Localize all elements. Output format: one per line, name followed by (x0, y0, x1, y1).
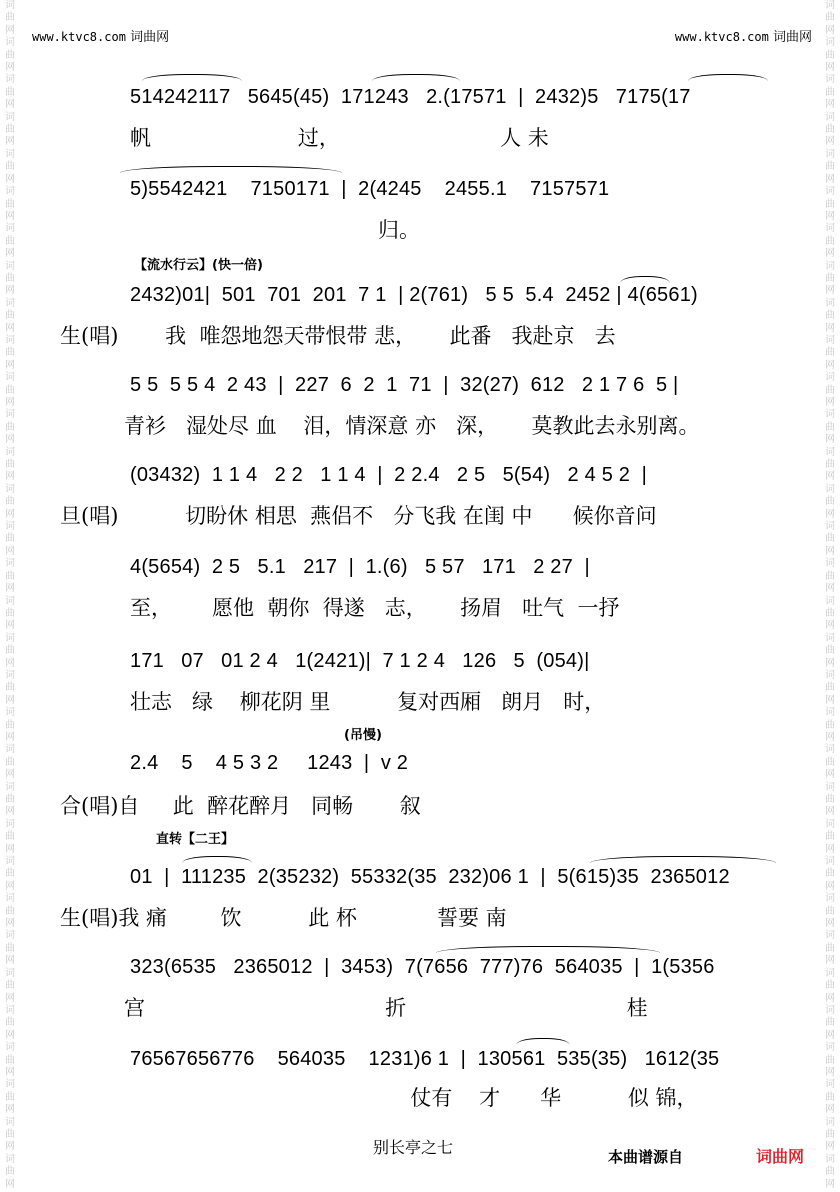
lyrics-row-10: 宫 折 桂 (124, 996, 648, 1020)
header-right-site: 词曲网 (772, 30, 812, 45)
lyrics-row-7: 壮志 绿 柳花阴 里 复对西厢 朗月 时， (130, 690, 606, 714)
header-left (32, 26, 169, 45)
header-left-site: 词曲网 (130, 30, 170, 45)
slur (516, 1038, 570, 1045)
slur (182, 856, 252, 863)
notation-row-1: 514242117 5645(45) 171243 2.(17571 | 2432)5 7175(17 (130, 86, 691, 108)
footer-title: 别长亭之七 (373, 1138, 454, 1157)
slur (620, 276, 670, 283)
header-left-url[interactable]: www.ktvc8.com (32, 30, 126, 44)
lyrics-row-1: 帆 过， 人 未 (130, 126, 549, 150)
lyrics-row-4: 青衫 湿处尽 血 泪，情深意 亦 深， 莫教此去永别离。 (124, 414, 700, 438)
notation-row-3: 2432)01| 501 701 201 7 1 | 2(761) 5 5 5.4 2452 | 4(6561) (130, 284, 698, 306)
watermark-right: 词曲网 词曲网 词曲网 词曲网 词曲网 词曲网 词曲网 词曲网 词曲网 词曲网 词曲网 词曲网 词曲网 词曲网 词曲网 词曲网 词曲网 词曲网 词曲网 词曲网 词曲网 词曲网 词曲网 词曲网 词曲网 词曲网 词曲网 词曲网 词曲网 词曲网 词曲网 词曲网 (825, 0, 835, 1190)
watermark-left: 词曲网 词曲网 词曲网 词曲网 词曲网 词曲网 词曲网 词曲网 词曲网 词曲网 词曲网 词曲网 词曲网 词曲网 词曲网 词曲网 词曲网 词曲网 词曲网 词曲网 词曲网 词曲网 词曲网 词曲网 词曲网 词曲网 词曲网 词曲网 词曲网 词曲网 词曲网 词曲网 (5, 0, 15, 1190)
lyrics-row-2: 归。 (378, 218, 420, 242)
notation-row-7: 171 07 01 2 4 1(2421)| 7 1 2 4 126 5 (054)| (130, 650, 590, 672)
notation-row-9: 01 | 111235 2(35232) 55332(35 232)06 1 | 5(615)35 2365012 (130, 866, 730, 888)
section-label-liushui: 【流水行云】(快一倍) (134, 258, 263, 273)
notation-row-11: 76567656776 564035 1231)6 1 | 130561 535(35) 1612(35 (130, 1048, 720, 1070)
lyrics-row-3: 生(唱) 我 唯怨地怨天带恨带 悲， 此番 我赴京 去 (60, 324, 616, 348)
slur (590, 856, 776, 863)
notation-row-10: 323(6535 2365012 | 3453) 7(7656 777)76 564035 | 1(5356 (130, 956, 715, 978)
tempo-annotation: (吊慢) (344, 728, 382, 743)
notation-row-5: (03432) 1 1 4 2 2 1 1 4 | 2 2.4 2 5 5(54) 2 4 5 2 | (130, 464, 648, 486)
header-right-url[interactable]: www.ktvc8.com (674, 30, 769, 44)
notation-row-6: 4(5654) 2 5 5.1 217 | 1.(6) 5 57 171 2 27 | (130, 556, 590, 578)
lyrics-row-6: 至， 愿他 朝你 得遂 志， 扬眉 吐气 一抒 (130, 596, 620, 620)
notation-row-2: 5)5542421 7150171 | 2(4245 2455.1 7157571 (130, 178, 610, 200)
slur (142, 74, 242, 81)
section-label-erwang: 直转【二王】 (156, 832, 235, 847)
slur (436, 946, 660, 953)
header-right (675, 26, 812, 45)
slur (688, 74, 768, 81)
lyrics-row-8: 合(唱)自 此 醉花醉月 同畅 叙 (60, 794, 421, 818)
notation-row-8: 2.4 5 4 5 3 2 1243 | v 2 (130, 752, 409, 774)
footer-logo[interactable]: 词曲网 (756, 1147, 805, 1166)
footer-source: 本曲谱源自 (608, 1148, 684, 1166)
lyrics-row-11: 仗有 才 华 似 锦， (130, 1086, 698, 1110)
slur (120, 166, 342, 173)
notation-row-4: 5 5 5 5 4 2 43 | 227 6 2 1 71 | 32(27) 612 2 1 7 6 5 | (130, 374, 679, 396)
slur (372, 74, 460, 81)
lyrics-row-9: 生(唱)我 痛 饮 此 杯 誓要 南 (60, 906, 507, 930)
lyrics-row-5: 旦(唱) 切盼休 相思 燕侣不 分飞我 在闺 中 候你音问 (60, 504, 657, 528)
